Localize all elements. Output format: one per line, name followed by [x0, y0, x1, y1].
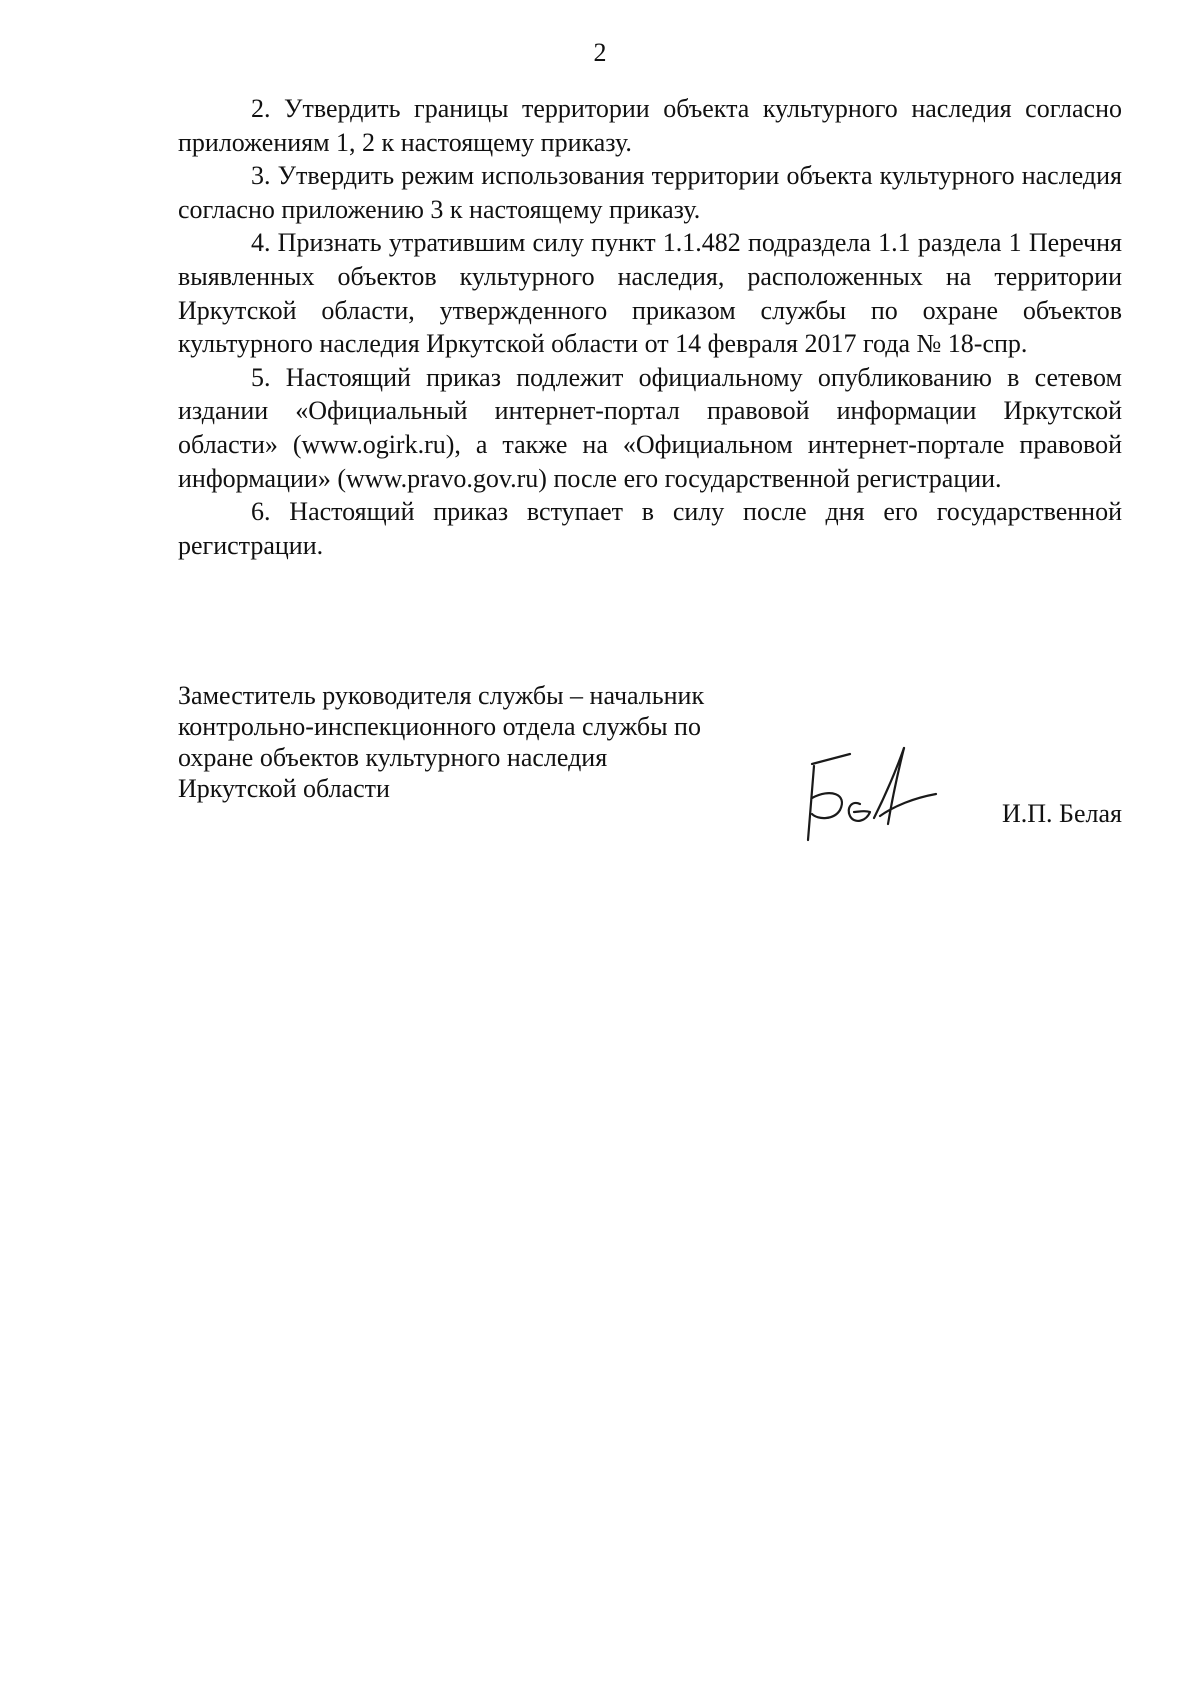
paragraph-4: 4. Признать утратившим силу пункт 1.1.482 подраздела 1.1 раздела 1 Перечня выявленных объектов культурного наследия, расположенных на территории Иркутской области, утвержденного приказом службы по охране объектов культурного наследия Иркутской области от 14 февраля 2017 года № 18-спр.: [178, 228, 1122, 359]
signatory-position-line: охране объектов культурного наследия: [178, 743, 608, 772]
signatory-position-line: Иркутской области: [178, 774, 390, 803]
signatory-name: И.П. Белая: [1002, 799, 1122, 828]
page-number: 2: [593, 38, 607, 67]
signatory-position-line: Заместитель руководителя службы – начальник: [178, 681, 705, 710]
order-body: [178, 92, 1122, 562]
paragraph-2: 2. Утвердить границы территории объекта культурного наследия согласно приложениям 1, 2 к настоящему приказу.: [178, 94, 1122, 157]
signatory-position-line: контрольно-инспекционного отдела службы по: [178, 712, 701, 741]
handwritten-signature: [790, 736, 940, 846]
paragraph-3: 3. Утвердить режим использования территории объекта культурного наследия согласно приложению 3 к настоящему приказу.: [178, 161, 1122, 224]
signature-block: [178, 680, 1122, 840]
paragraph-6: 6. Настоящий приказ вступает в силу после дня его государственной регистрации.: [178, 497, 1122, 560]
signatory-position: [178, 680, 778, 804]
paragraph-5: 5. Настоящий приказ подлежит официальному опубликованию в сетевом издании «Официальный интернет-портал правовой информации Иркутской области» (www.ogirk.ru), а также на «Официальном интернет-портале правовой информации» (www.pravo.gov.ru) после его государственной регистрации.: [178, 362, 1122, 493]
